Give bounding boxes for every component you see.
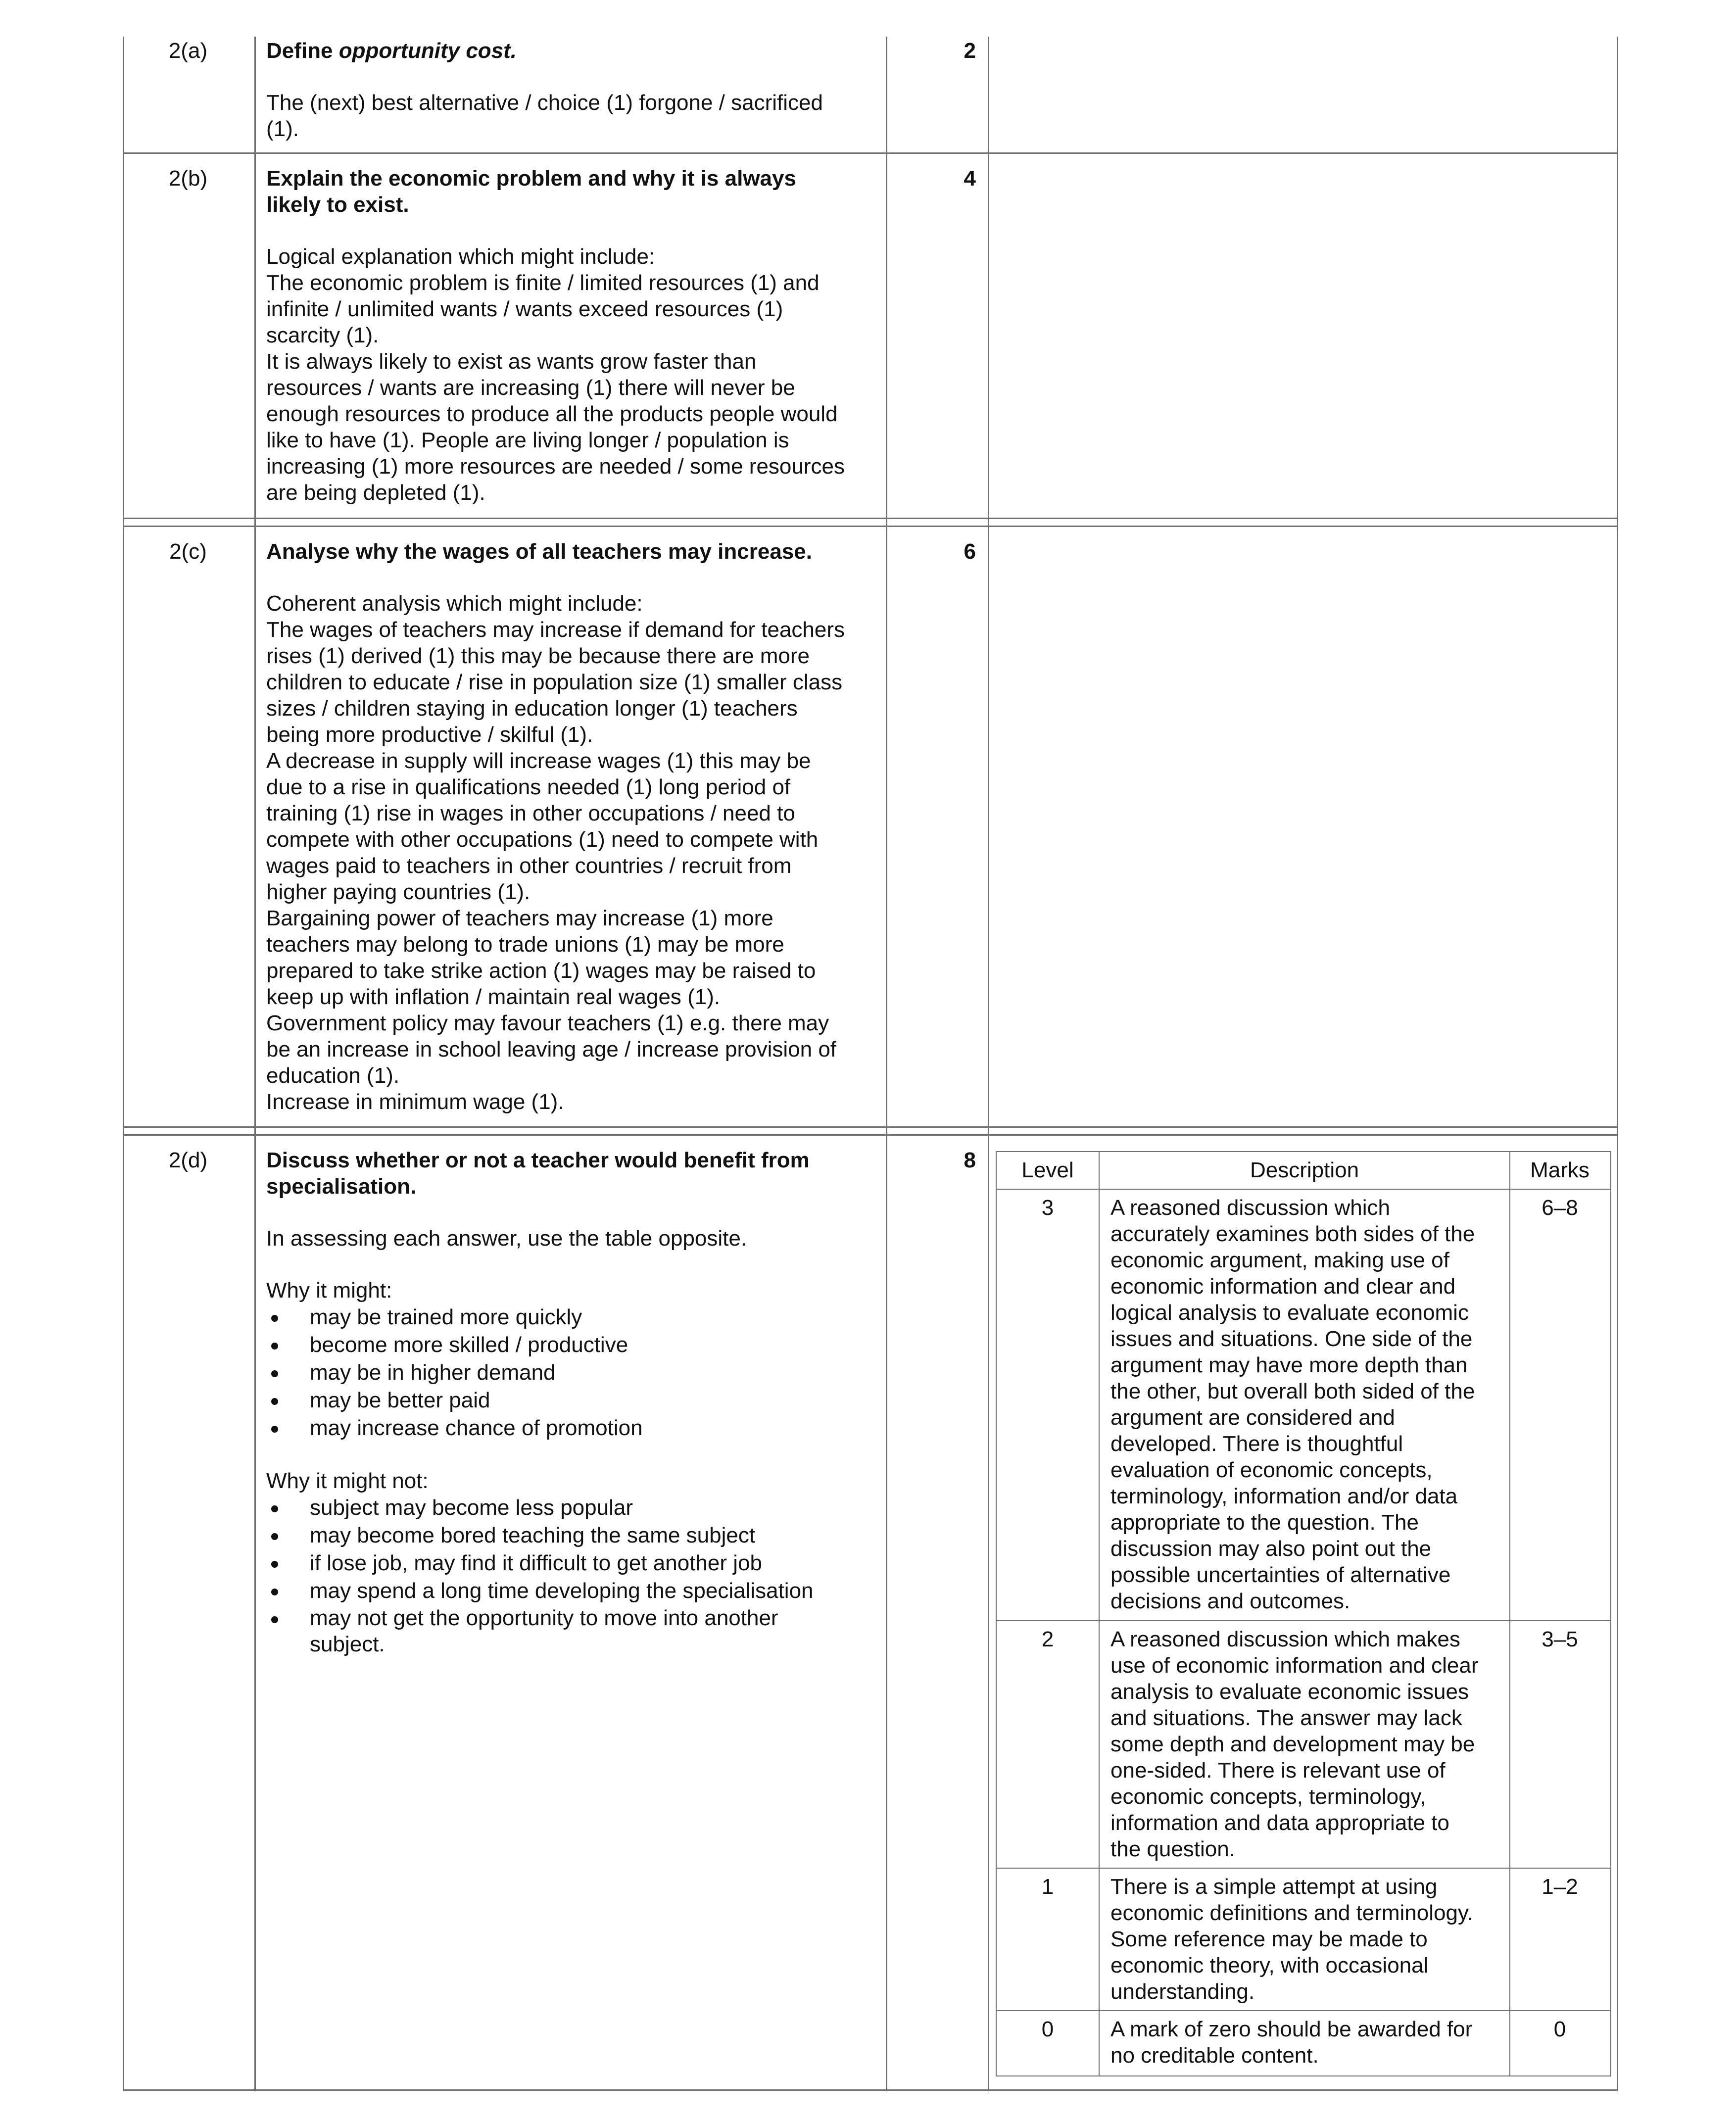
list-item-text: may spend a long time developing the specialisation: [310, 1579, 814, 1603]
answer-line: being more productive / skilful (1).: [266, 723, 593, 747]
level-marks: 3–5: [1542, 1627, 1578, 1651]
bullet-icon: [271, 1370, 278, 1377]
level-description: [1110, 1626, 1506, 1862]
bullet-icon: [271, 1398, 278, 1405]
question-content: [266, 538, 880, 1115]
bullet-icon: [271, 1616, 278, 1623]
answer-line: due to a rise in qualifications needed (1) long period of: [266, 775, 791, 799]
level-marks: 1–2: [1542, 1875, 1578, 1899]
answer-line: compete with other occupations (1) need to compete with: [266, 827, 819, 852]
grid-line: [254, 37, 256, 2091]
marks-text: 8: [964, 1148, 976, 1172]
answer-line: Increase in minimum wage (1).: [266, 1090, 564, 1114]
answer-line: higher paying countries (1).: [266, 880, 530, 904]
description-line: economic definitions and terminology.: [1110, 1901, 1473, 1925]
question-number: [129, 38, 247, 64]
marks-text: 2: [964, 39, 976, 63]
table-grid-line: [997, 2010, 1610, 2011]
question-text: [266, 1147, 880, 1200]
question-line: Discuss whether or not a teacher would benefit from: [266, 1148, 810, 1172]
list-item-text: if lose job, may find it difficult to get another job: [310, 1551, 762, 1575]
list-item-text: become more skilled / productive: [310, 1333, 628, 1357]
question-number-text: 2(b): [168, 166, 208, 191]
question-text: [266, 38, 880, 64]
answer-text: [266, 590, 880, 1115]
level-descriptor-table: [996, 1151, 1611, 2076]
description-line: some depth and development may be: [1110, 1732, 1475, 1756]
description-line: A reasoned discussion which makes: [1110, 1627, 1460, 1651]
marks-value: [896, 38, 976, 64]
bullet-icon: [271, 1315, 278, 1322]
list-item-text: may be trained more quickly: [310, 1305, 582, 1329]
list-item: [266, 1577, 840, 1605]
description-line: economic concepts, terminology,: [1110, 1784, 1426, 1809]
description-line: logical analysis to evaluate economic: [1110, 1301, 1469, 1325]
question-line: Analyse why the wages of all teachers may increase.: [266, 539, 812, 564]
question-content: [266, 38, 880, 142]
bullet-list: [266, 1303, 880, 1442]
question-text: [266, 538, 880, 565]
description-line: information and data appropriate to: [1110, 1811, 1449, 1835]
description-line: A reasoned discussion which: [1110, 1196, 1390, 1220]
list-item: [266, 1303, 880, 1331]
table-grid-line: [1099, 1152, 1100, 2075]
answer-text: [266, 90, 880, 142]
question-number-text: 2(a): [168, 39, 208, 63]
description-line: possible uncertainties of alternative: [1110, 1563, 1451, 1587]
answer-line: training (1) rise in wages in other occupations / need to: [266, 801, 795, 825]
row-separator: [123, 1134, 1618, 1136]
description-line: issues and situations. One side of the: [1110, 1327, 1473, 1351]
list-item-text: may not get the opportunity to move into another subject.: [310, 1606, 778, 1656]
header-marks: Marks: [1530, 1158, 1590, 1182]
question-number-text: 2(c): [169, 539, 207, 564]
grid-line: [988, 37, 989, 2091]
answer-line: scarcity (1).: [266, 323, 379, 347]
description-line: evaluation of economic concepts,: [1110, 1458, 1433, 1482]
answer-line: be an increase in school leaving age / increase provision of: [266, 1037, 837, 1061]
table-grid-line: [997, 1620, 1610, 1621]
row-separator: [123, 152, 1618, 154]
question-line: specialisation.: [266, 1174, 417, 1199]
answer-line: children to educate / rise in population size (1) smaller class: [266, 670, 843, 694]
list-item-text: subject may become less popular: [310, 1495, 633, 1520]
level-number: 1: [1041, 1875, 1054, 1899]
bullet-icon: [271, 1589, 278, 1595]
answer-line: Logical explanation which might include:: [266, 244, 655, 269]
description-line: Some reference may be made to: [1110, 1927, 1428, 1951]
level-description: [1110, 1874, 1506, 2005]
grid-line: [1617, 37, 1618, 2091]
description-line: the other, but overall both sided of the: [1110, 1379, 1475, 1403]
description-line: argument are considered and: [1110, 1405, 1395, 1430]
answer-line: Bargaining power of teachers may increase (1) more: [266, 906, 773, 930]
description-line: discussion may also point out the: [1110, 1537, 1432, 1561]
list-item-text: may be better paid: [310, 1388, 490, 1412]
question-term: opportunity cost.: [338, 39, 517, 63]
question-number-text: 2(d): [168, 1148, 208, 1172]
bullet-list: [266, 1494, 840, 1657]
description-line: accurately examines both sides of the: [1110, 1222, 1475, 1246]
description-line: economic theory, with occasional: [1110, 1953, 1429, 1977]
list-item-text: may increase chance of promotion: [310, 1416, 643, 1440]
list-heading: Why it might:: [266, 1278, 392, 1302]
answer-line: (1).: [266, 117, 299, 141]
answer-line: A decrease in supply will increase wages (1) this may be: [266, 749, 811, 773]
description-line: argument may have more depth than: [1110, 1353, 1468, 1377]
list-heading: Why it might not:: [266, 1469, 429, 1493]
row-separator: [123, 518, 1618, 519]
table-grid-line: [997, 1189, 1610, 1190]
list-item: [266, 1331, 880, 1359]
list-item: [266, 1605, 840, 1657]
bullet-icon: [271, 1561, 278, 1568]
answer-line: infinite / unlimited wants / wants exceed resources (1): [266, 297, 783, 321]
answer-line: The wages of teachers may increase if demand for teachers: [266, 618, 845, 642]
answer-line: The (next) best alternative / choice (1) forgone / sacrificed: [266, 91, 823, 115]
list-item: [266, 1522, 840, 1549]
question-number: [129, 165, 247, 192]
level-number: 2: [1041, 1627, 1054, 1651]
description-line: A mark of zero should be awarded for: [1110, 2017, 1473, 2041]
row-separator: [123, 1126, 1618, 1128]
marks-text: 6: [964, 539, 976, 564]
answer-line: Coherent analysis which might include:: [266, 591, 643, 616]
answer-line: increasing (1) more resources are needed / some resources: [266, 454, 845, 479]
answer-text: [266, 243, 880, 506]
bullet-icon: [271, 1343, 278, 1350]
header-level: Level: [1021, 1158, 1074, 1182]
answer-line: are being depleted (1).: [266, 481, 485, 505]
list-item: [266, 1494, 840, 1522]
table-grid-line: [997, 1868, 1610, 1869]
answer-line: wages paid to teachers in other countries / recruit from: [266, 854, 792, 878]
description-line: There is a simple attempt at using: [1110, 1875, 1438, 1899]
level-number: 0: [1041, 2017, 1054, 2041]
description-line: decisions and outcomes.: [1110, 1589, 1350, 1613]
answer-line: rises (1) derived (1) this may be because there are more: [266, 644, 810, 668]
level-marks: 0: [1553, 2017, 1566, 2041]
answer-line: keep up with inflation / maintain real wages (1).: [266, 985, 721, 1009]
question-number: [129, 1147, 247, 1173]
description-line: use of economic information and clear: [1110, 1653, 1479, 1678]
list-item-text: may be in higher demand: [310, 1360, 556, 1385]
answer-line: like to have (1). People are living longer / population is: [266, 428, 789, 452]
marks-text: 4: [964, 166, 976, 191]
description-line: developed. There is thoughtful: [1110, 1432, 1403, 1456]
list-item: [266, 1549, 840, 1577]
level-description: [1110, 2016, 1506, 2069]
question-content: [266, 165, 880, 506]
row-separator: [123, 526, 1618, 527]
description-line: economic information and clear and: [1110, 1274, 1456, 1299]
question-text-part: Define: [266, 39, 339, 63]
level-number: 3: [1041, 1196, 1054, 1220]
description-line: economic argument, making use of: [1110, 1248, 1449, 1272]
description-line: one-sided. There is relevant use of: [1110, 1758, 1446, 1783]
level-description: [1110, 1195, 1506, 1614]
list-item-text: may become bored teaching the same subject: [310, 1523, 756, 1547]
marks-value: [896, 538, 976, 565]
level-marks: 6–8: [1542, 1196, 1578, 1220]
description-line: analysis to evaluate economic issues: [1110, 1680, 1469, 1704]
bullet-icon: [271, 1533, 278, 1540]
answer-line: enough resources to produce all the products people would: [266, 402, 838, 426]
header-description: Description: [1250, 1158, 1359, 1182]
description-line: no creditable content.: [1110, 2043, 1319, 2068]
marking-instruction: In assessing each answer, use the table opposite.: [266, 1226, 747, 1251]
answer-line: It is always likely to exist as wants grow faster than: [266, 349, 757, 374]
marks-value: [896, 165, 976, 192]
description-line: terminology, information and/or data: [1110, 1484, 1458, 1508]
grid-line: [886, 37, 887, 2091]
list-item: [266, 1387, 880, 1414]
question-text: [266, 165, 880, 218]
bullet-icon: [271, 1426, 278, 1433]
answer-line: teachers may belong to trade unions (1) may be more: [266, 932, 784, 957]
list-item: [266, 1359, 880, 1387]
question-number: [129, 538, 247, 565]
question-line: likely to exist.: [266, 193, 409, 217]
answer-line: The economic problem is finite / limited resources (1) and: [266, 271, 820, 295]
row-separator: [123, 2089, 1618, 2091]
bullet-icon: [271, 1505, 278, 1512]
list-item: [266, 1414, 880, 1442]
answer-line: Government policy may favour teachers (1) e.g. there may: [266, 1011, 829, 1035]
description-line: the question.: [1110, 1837, 1235, 1861]
description-line: appropriate to the question. The: [1110, 1510, 1419, 1535]
description-line: and situations. The answer may lack: [1110, 1706, 1462, 1730]
question-content: [266, 1147, 880, 1657]
table-grid-line: [1509, 1152, 1510, 2075]
answer-line: sizes / children staying in education longer (1) teachers: [266, 696, 798, 721]
marks-value: [896, 1147, 976, 1173]
grid-line: [123, 37, 124, 2091]
answer-line: prepared to take strike action (1) wages may be raised to: [266, 959, 816, 983]
description-line: understanding.: [1110, 1979, 1255, 2004]
answer-line: education (1).: [266, 1063, 400, 1088]
question-line: Explain the economic problem and why it is always: [266, 166, 796, 191]
answer-line: resources / wants are increasing (1) there will never be: [266, 376, 795, 400]
